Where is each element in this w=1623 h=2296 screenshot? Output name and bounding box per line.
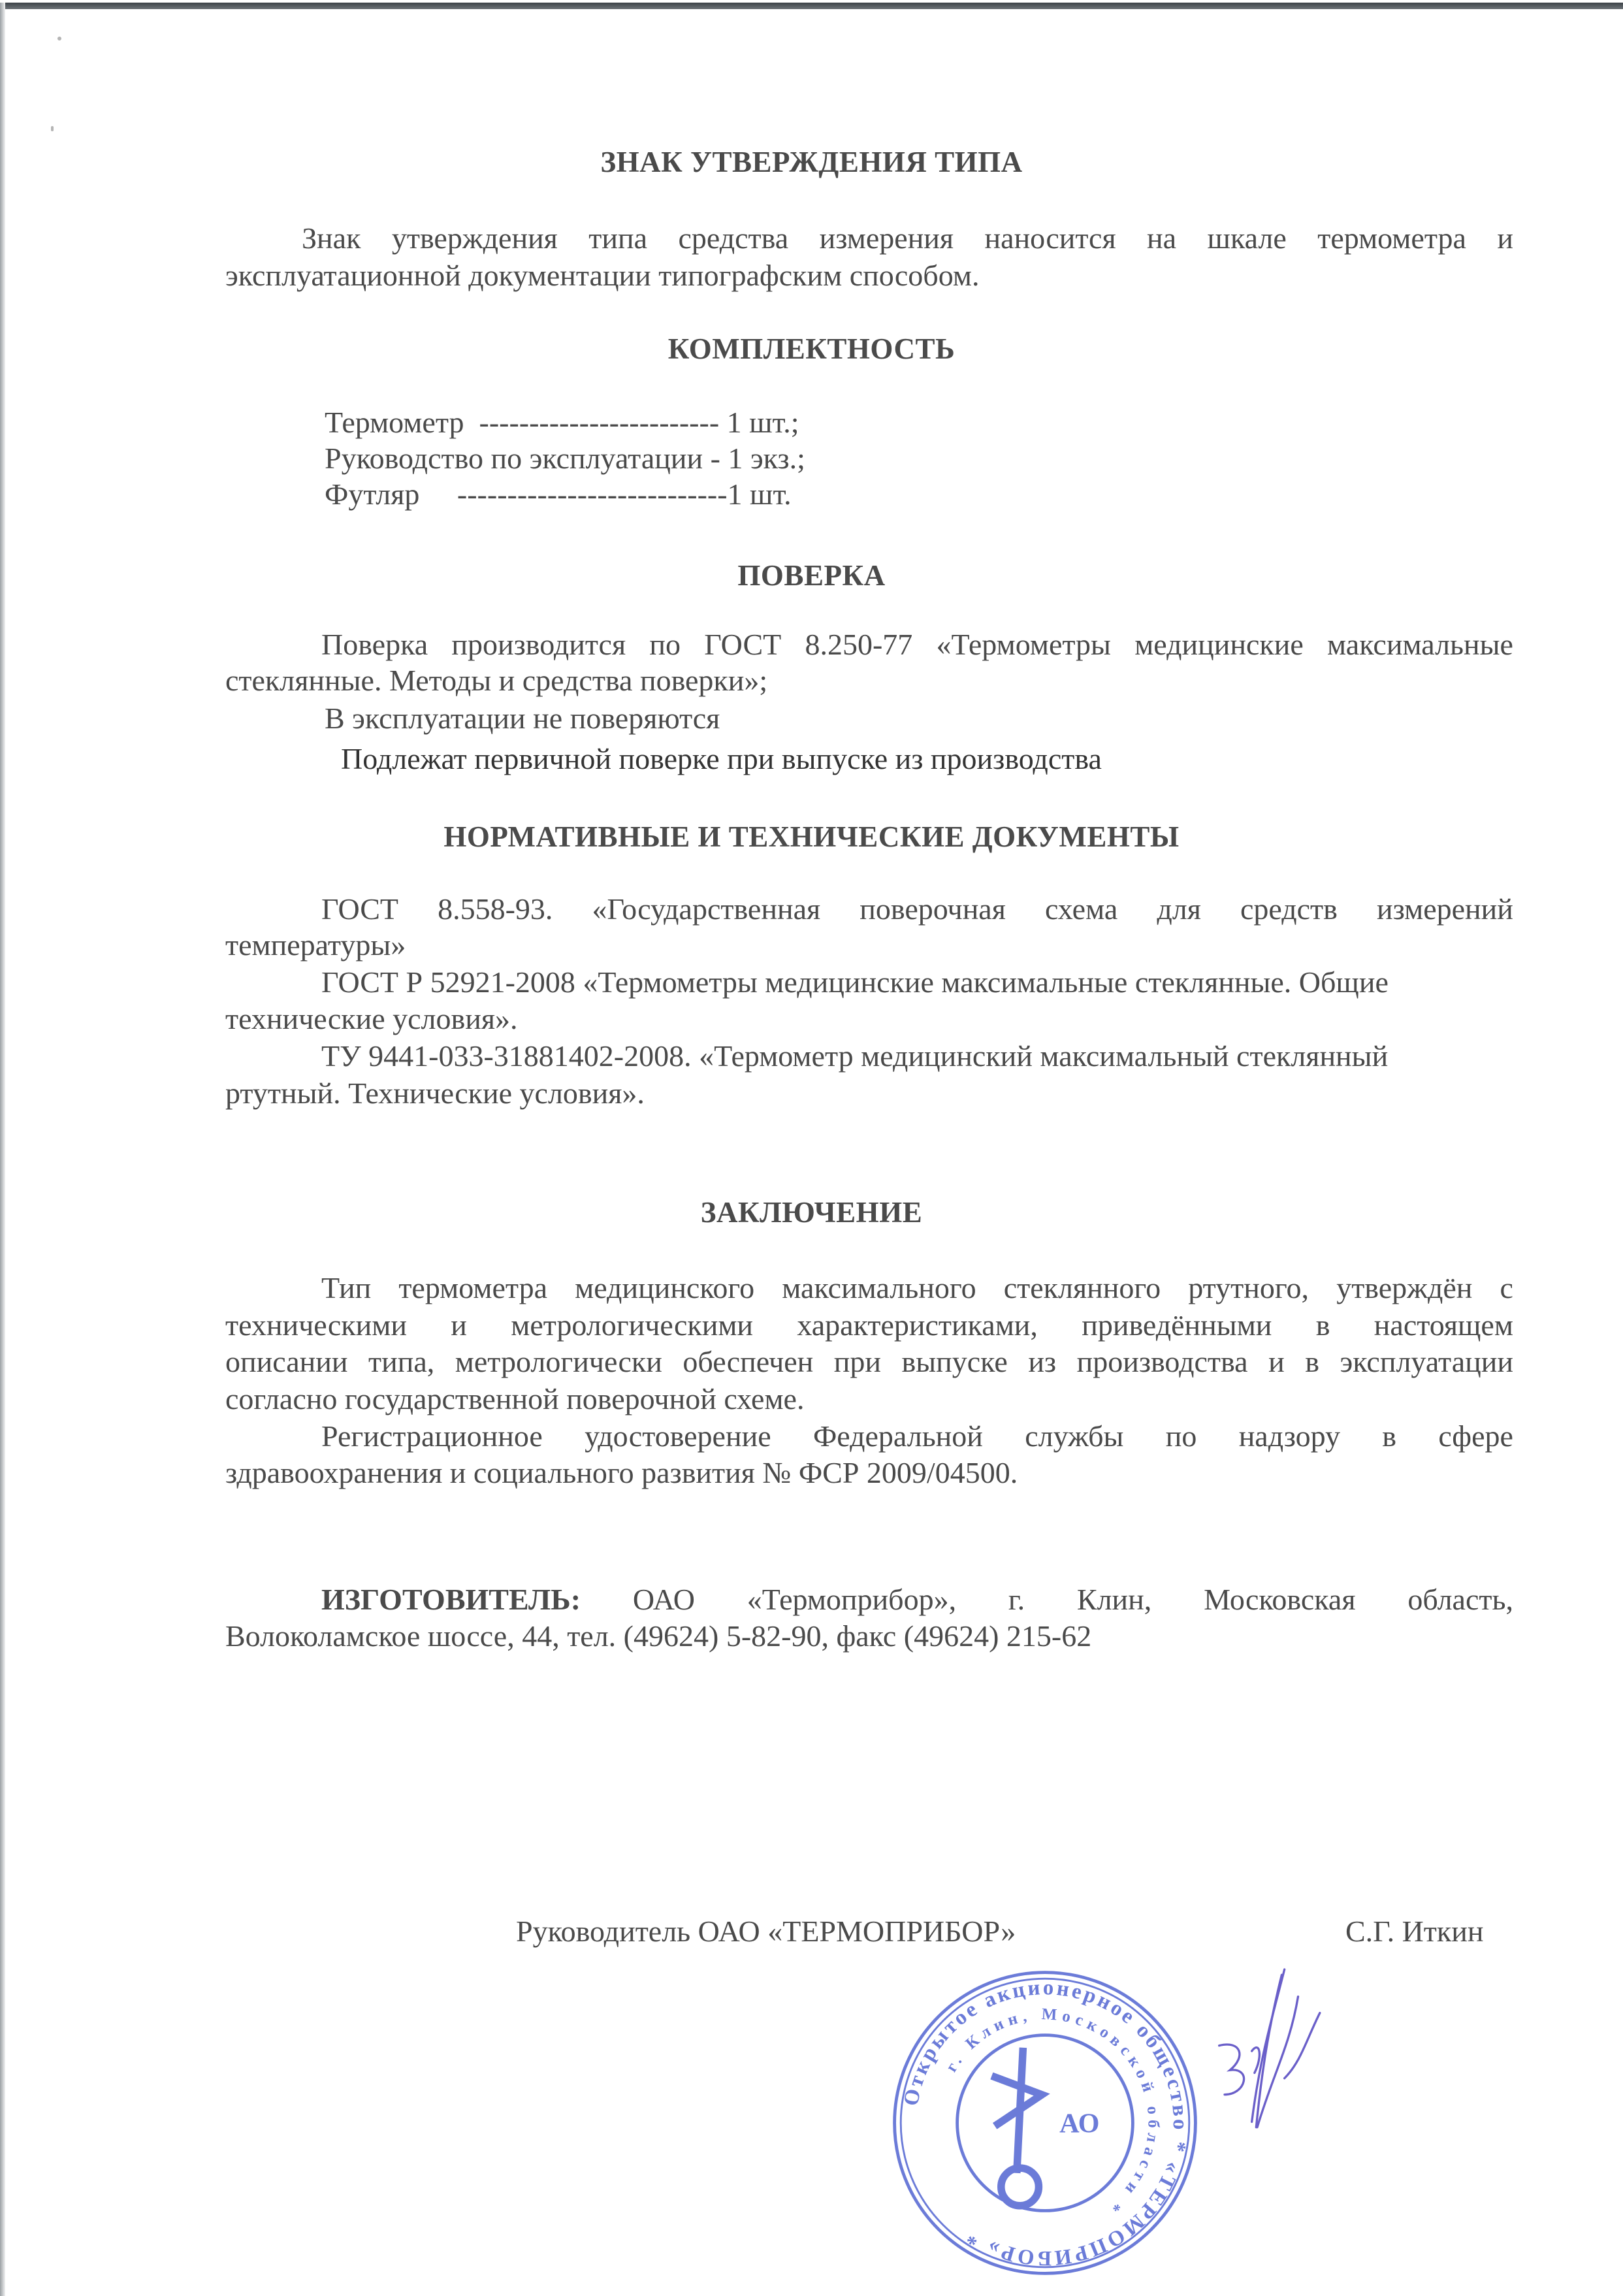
word: медицинские xyxy=(1134,628,1304,661)
paragraph-line: ТУ 9441-033-31881402-2008. «Термометр медицинский максимальный стеклянный xyxy=(321,1039,1389,1073)
paragraph-line: В эксплуатации не поверяются xyxy=(325,702,720,735)
word: Поверка xyxy=(321,628,428,661)
item-qty: 1 шт.; xyxy=(726,406,799,439)
word: и xyxy=(1268,1345,1285,1378)
word: на xyxy=(1147,221,1177,255)
word: из xyxy=(1028,1345,1057,1378)
word: техническими xyxy=(225,1308,407,1342)
word: настоящем xyxy=(1374,1308,1513,1342)
word: Клин, xyxy=(1076,1583,1152,1616)
signatory-name: С.Г. Иткин xyxy=(1345,1915,1484,1948)
scan-speck xyxy=(57,37,61,40)
paragraph-line xyxy=(321,1419,1513,1454)
word: шкале xyxy=(1207,221,1287,255)
word: производится xyxy=(451,628,626,661)
word: Регистрационное xyxy=(321,1419,543,1453)
word: г. xyxy=(1008,1583,1025,1616)
paragraph-line: здравоохранения и социального развития № ФСР 2009/04500. xyxy=(225,1456,1018,1489)
word: по xyxy=(1165,1419,1197,1453)
word: Московская xyxy=(1204,1583,1356,1616)
paragraph-line xyxy=(302,221,1513,256)
word: средства xyxy=(678,221,789,255)
word: для xyxy=(1157,892,1201,926)
paragraph-line xyxy=(321,1270,1513,1306)
word: область, xyxy=(1407,1583,1513,1616)
paragraph-line: ГОСТ Р 52921-2008 «Термометры медицинские максимальные стеклянные. Общие xyxy=(321,965,1389,999)
heading-normative-documents: НОРМАТИВНЫЕ И ТЕХНИЧЕСКИЕ ДОКУМЕНТЫ xyxy=(443,820,1180,853)
word: максимальные xyxy=(1327,628,1513,661)
thermometer-logo-icon xyxy=(991,2048,1042,2206)
manufacturer-address: Волоколамское шоссе, 44, тел. (49624) 5-82-90, факс (49624) 215-62 xyxy=(225,1619,1092,1653)
word: сфере xyxy=(1438,1419,1513,1453)
word: в xyxy=(1305,1345,1319,1378)
word: по xyxy=(649,628,681,661)
word: стеклянного xyxy=(1003,1271,1161,1304)
word: измерения xyxy=(819,221,954,255)
item-name: Руководство по эксплуатации - xyxy=(325,442,720,475)
word: эксплуатации xyxy=(1340,1345,1513,1378)
word: медицинского xyxy=(575,1271,755,1304)
word: службы xyxy=(1025,1419,1124,1453)
list-item xyxy=(325,405,799,440)
word: поверочная xyxy=(860,892,1006,926)
item-qty: 1 шт. xyxy=(727,477,792,511)
word: типа xyxy=(588,221,648,255)
word: типа, xyxy=(368,1345,435,1378)
manufacturer-label: ИЗГОТОВИТЕЛЬ: xyxy=(321,1583,581,1616)
manufacturer-line xyxy=(321,1582,1513,1617)
word: утверждён xyxy=(1336,1271,1473,1304)
word: в xyxy=(1315,1308,1330,1342)
word: в xyxy=(1382,1419,1397,1453)
stamp-inner-text: г. Клин, Московской области * xyxy=(942,2005,1163,2218)
heading-verification: ПОВЕРКА xyxy=(737,559,886,592)
stamp-inner-ring xyxy=(957,2035,1133,2211)
paragraph-line xyxy=(321,892,1513,927)
word: наносится xyxy=(984,221,1116,255)
word: надзору xyxy=(1238,1419,1340,1453)
heading-conclusion: ЗАКЛЮЧЕНИЕ xyxy=(700,1196,923,1229)
word: приведёнными xyxy=(1082,1308,1272,1342)
word: «Термометры xyxy=(936,628,1111,661)
word: средств xyxy=(1240,892,1338,926)
paragraph-line: Подлежат первичной поверке при выпуске из производства xyxy=(341,742,1102,775)
list-item xyxy=(325,477,792,512)
word: термометра xyxy=(1317,221,1466,255)
item-dashes: ------------------------ xyxy=(479,406,720,439)
word: метрологически xyxy=(455,1345,662,1378)
item-dashes: --------------------------- xyxy=(457,477,728,511)
word: и xyxy=(1497,221,1513,255)
word: схема xyxy=(1044,892,1118,926)
word: характеристиками, xyxy=(797,1308,1038,1342)
word: 8.558-93. xyxy=(438,892,553,926)
paragraph-line: стеклянные. Методы и средства поверки»; xyxy=(225,664,768,697)
word: Федеральной xyxy=(812,1419,983,1453)
word: Тип xyxy=(321,1271,372,1304)
word: при xyxy=(833,1345,881,1378)
paragraph-line xyxy=(225,1344,1513,1380)
stamp-center-glyph: АО xyxy=(1059,2108,1100,2139)
scan-edge-top xyxy=(0,3,1623,9)
word: обеспечен xyxy=(683,1345,814,1378)
scan-speck xyxy=(51,126,54,131)
word: ГОСТ xyxy=(704,628,782,661)
word: удостоверение xyxy=(585,1419,771,1453)
word: ГОСТ xyxy=(321,892,399,926)
word: ОАО xyxy=(632,1583,695,1616)
word: «Государственная xyxy=(592,892,821,926)
word: метрологическими xyxy=(511,1308,754,1342)
handwritten-signature xyxy=(1208,1953,1339,2149)
word: максимального xyxy=(782,1271,976,1304)
word: и xyxy=(451,1308,467,1342)
company-stamp xyxy=(888,1966,1202,2280)
word: измерений xyxy=(1376,892,1513,926)
paragraph-line: ртутный. Технические условия». xyxy=(225,1076,645,1110)
word: термометра xyxy=(398,1271,547,1304)
word: описании xyxy=(225,1345,348,1378)
stamp-outer-text: Открытое акционерное общество * «ТЕРМОПРИБОР» * xyxy=(899,1975,1192,2270)
word: с xyxy=(1500,1271,1513,1304)
word: «Термоприбор», xyxy=(747,1583,957,1616)
list-item xyxy=(325,441,805,476)
paragraph-line: температуры» xyxy=(225,928,406,962)
word: утверждения xyxy=(391,221,558,255)
heading-type-mark: ЗНАК УТВЕРЖДЕНИЯ ТИПА xyxy=(600,146,1023,178)
paragraph-line: технические условия». xyxy=(225,1002,518,1035)
item-name: Термометр xyxy=(325,406,464,439)
paragraph-line xyxy=(225,1308,1513,1343)
paragraph-line: эксплуатационной документации типографским способом. xyxy=(225,259,980,292)
word: производства xyxy=(1076,1345,1248,1378)
paragraph-line xyxy=(321,627,1513,662)
item-name: Футляр xyxy=(325,477,420,511)
signatory-position: Руководитель ОАО «ТЕРМОПРИБОР» xyxy=(516,1915,1016,1948)
heading-completeness: КОМПЛЕКТНОСТЬ xyxy=(667,332,956,365)
item-qty: 1 экз.; xyxy=(728,442,805,475)
word: выпуске xyxy=(901,1345,1008,1378)
word: 8.250-77 xyxy=(805,628,913,661)
word: Знак xyxy=(302,221,361,255)
word: ртутного, xyxy=(1188,1271,1310,1304)
paragraph-line: согласно государственной поверочной схеме. xyxy=(225,1382,805,1415)
